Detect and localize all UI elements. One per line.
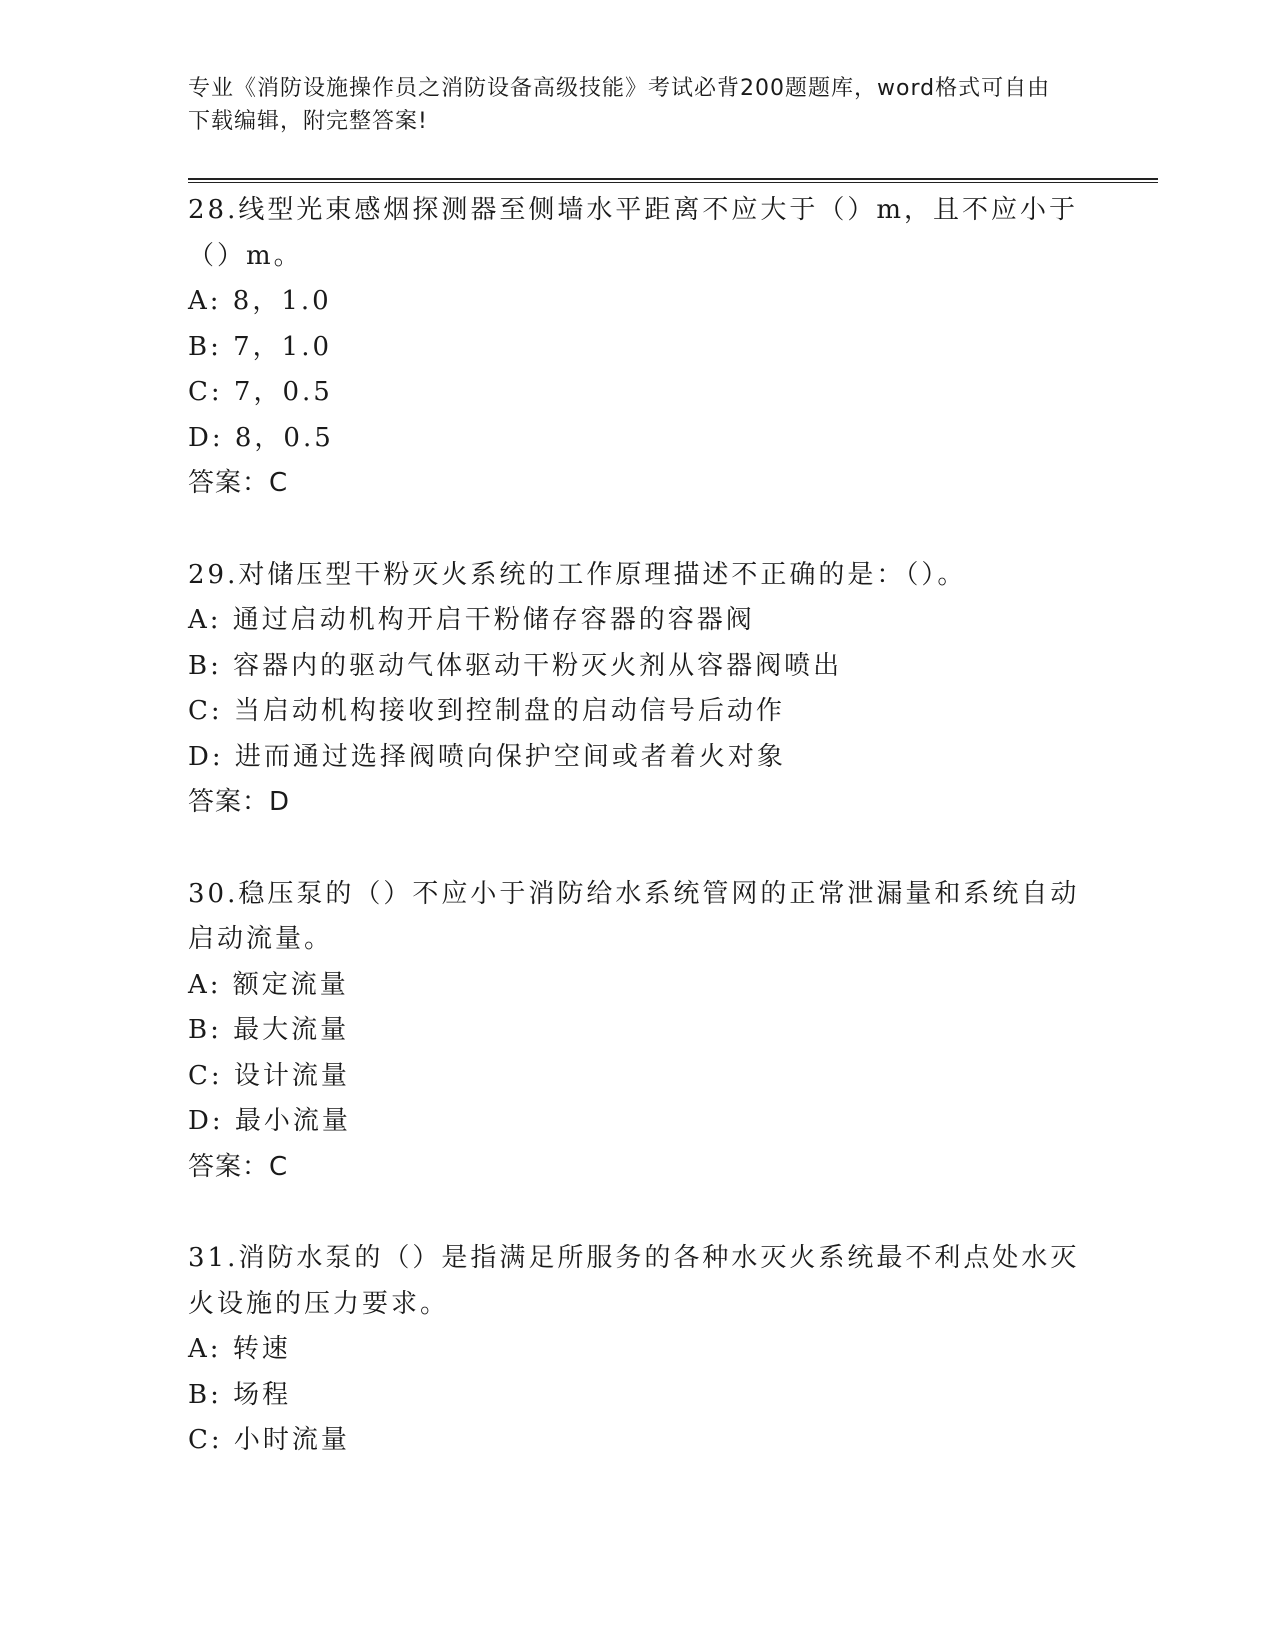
option-c: C: 当启动机构接收到控制盘的启动信号后动作 [188, 696, 785, 726]
option-b: B: 最大流量 [188, 1015, 350, 1045]
question-28 [188, 188, 1088, 507]
option-a: A: 额定流量 [188, 969, 349, 1000]
option-a: A: 转速 [188, 1334, 291, 1364]
question-list [188, 188, 1088, 1510]
option-d: D: 进而通过选择阀喷向保护空间或者着火对象 [188, 741, 786, 772]
option-a: A: 8，1.0 [188, 286, 332, 316]
question-31 [188, 1236, 1088, 1464]
option-b: B: 7，1.0 [188, 331, 333, 362]
option-b: B: 容器内的驱动气体驱动干粉灭火剂从容器阀喷出 [188, 650, 843, 681]
question-30 [188, 872, 1088, 1191]
option-c: C: 设计流量 [188, 1060, 350, 1091]
question-stem: 29.对储压型干粉灭火系统的工作原理描述不正确的是：（）。 [188, 559, 967, 590]
option-d: D: 最小流量 [188, 1106, 351, 1136]
option-a: A: 通过启动机构开启干粉储存容器的容器阀 [188, 605, 755, 635]
header-divider [188, 178, 1158, 183]
option-b: B: 场程 [188, 1379, 292, 1410]
document-header: 专业《消防设施操作员之消防设备高级技能》考试必背200题题库，word格式可自由下载编辑，附完整答案! [188, 76, 1051, 134]
answer-label: 答案：D [188, 787, 291, 817]
answer-label: 答案：C [188, 468, 289, 498]
question-stem: 28.线型光束感烟探测器至侧墙水平距离不应大于（）m，且不应小于（）m。 [188, 195, 1079, 271]
question-29 [188, 553, 1088, 826]
option-c: C: 小时流量 [188, 1425, 350, 1455]
question-stem: 30.稳压泵的（）不应小于消防给水系统管网的正常泄漏量和系统自动启动流量。 [188, 878, 1080, 954]
question-stem: 31.消防水泵的（）是指满足所服务的各种水灭火系统最不利点处水灭火设施的压力要求。 [188, 1243, 1080, 1319]
option-c: C: 7，0.5 [188, 377, 333, 407]
option-d: D: 8，0.5 [188, 422, 334, 453]
answer-label: 答案：C [188, 1151, 289, 1182]
